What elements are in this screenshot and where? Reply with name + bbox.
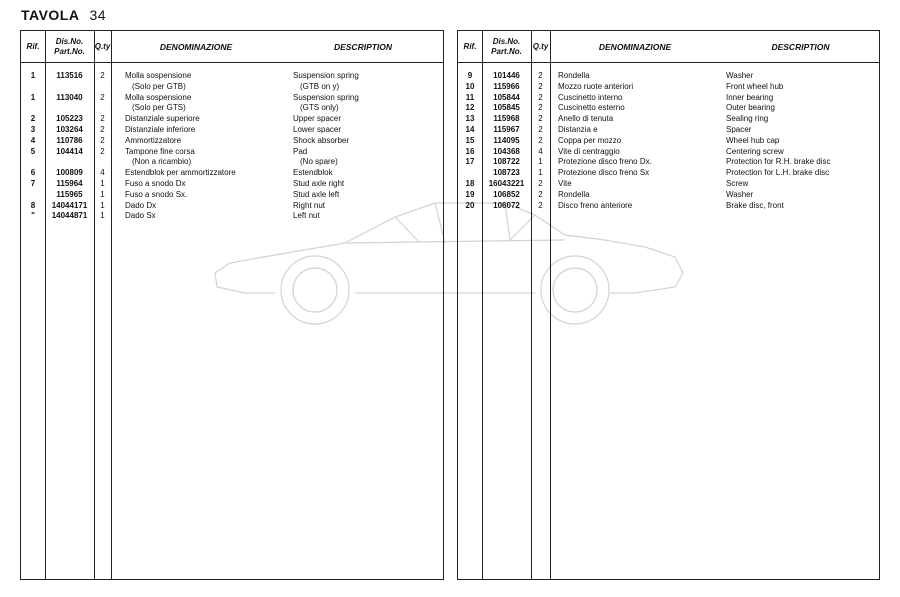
cell-rif: 2 (30, 114, 36, 124)
cell-quantity: 2 (100, 92, 105, 102)
table-row (21, 179, 443, 190)
cell-denominazione: Fuso a snodo Dx (125, 178, 186, 188)
cell-quantity: 1 (100, 189, 105, 199)
cell-denominazione: Ammortizzatore (125, 135, 182, 145)
cell-denominazione: (Non a ricambio) (132, 157, 192, 167)
cell-rif: 16 (465, 146, 475, 156)
cell-denominazione: Anello di tenuta (558, 114, 614, 124)
cell-part-number: 104414 (56, 146, 83, 156)
cell-denominazione: (Solo per GTB) (132, 81, 186, 91)
col-header-qty: Q.ty (532, 41, 549, 51)
cell-quantity: 2 (100, 71, 105, 80)
cell-part-number: 101446 (493, 71, 520, 80)
cell-description: Shock absorber (293, 135, 350, 145)
page-title-label: TAVOLA (21, 7, 80, 23)
cell-quantity: 2 (100, 124, 105, 134)
cell-quantity: 2 (538, 92, 543, 102)
cell-rif: 11 (465, 92, 475, 102)
table-row (458, 71, 879, 82)
cell-description: Suspension spring (293, 71, 359, 80)
cell-quantity: 2 (538, 189, 543, 199)
cell-denominazione: Disco freno anteriore (558, 200, 633, 210)
cell-rif: 4 (30, 135, 36, 145)
table-row (21, 82, 443, 93)
cell-rif: 12 (465, 103, 475, 113)
cell-rif: 18 (465, 178, 475, 188)
cell-denominazione: Distanzia e (558, 124, 598, 134)
cell-description: (No spare) (300, 157, 338, 167)
cell-rif: 6 (30, 168, 36, 178)
cell-denominazione: Dado Sx (125, 211, 156, 221)
cell-description: Spacer (726, 124, 752, 134)
table-row (458, 125, 879, 136)
cell-denominazione: Fuso a snodo Sx. (125, 189, 188, 199)
cell-quantity: 2 (100, 146, 105, 156)
cell-rif: 13 (465, 114, 475, 124)
table-row (21, 71, 443, 82)
table-row (458, 157, 879, 168)
cell-quantity: 2 (538, 103, 543, 113)
cell-quantity: 2 (538, 71, 543, 80)
cell-description: Washer (726, 71, 754, 80)
cell-quantity: 2 (538, 135, 543, 145)
cell-quantity: 2 (538, 114, 543, 124)
cell-part-number: 16043221 (488, 178, 525, 188)
cell-rif: 3 (30, 124, 36, 134)
cell-description: Estendblok (293, 168, 333, 178)
cell-description: Protection for L.H. brake disc (726, 168, 830, 178)
table-row (458, 147, 879, 158)
cell-denominazione: Molla sospensione (125, 71, 192, 80)
cell-part-number: 106852 (493, 189, 520, 199)
page-number: 34 (89, 7, 107, 23)
cell-description: Stud axle right (293, 178, 345, 188)
cell-rif: 9 (467, 71, 473, 80)
table-row (458, 201, 879, 212)
table-row (458, 179, 879, 190)
cell-description: Front wheel hub (726, 81, 784, 91)
col-header-denominazione: DENOMINAZIONE (159, 41, 233, 52)
cell-part-number: 115968 (493, 114, 520, 124)
cell-description: Left nut (293, 211, 320, 221)
cell-rif: 8 (30, 200, 36, 210)
cell-part-number: 105223 (56, 114, 83, 124)
cell-quantity: 4 (538, 146, 543, 156)
cell-quantity: 2 (538, 178, 543, 188)
cell-part-number: 14044171 (51, 200, 88, 210)
table-row (21, 125, 443, 136)
cell-quantity: 2 (538, 200, 543, 210)
cell-quantity: 1 (538, 157, 543, 167)
cell-part-number: 100809 (56, 168, 83, 178)
cell-rif: 19 (465, 189, 475, 199)
cell-denominazione: Mozzo ruote anteriori (558, 81, 634, 91)
cell-rif: 5 (30, 146, 36, 156)
cell-description: Protection for R.H. brake disc (726, 157, 831, 167)
parts-list-left (21, 71, 443, 222)
table-row (21, 190, 443, 201)
col-header-description: DESCRIPTION (771, 41, 830, 52)
cell-quantity: 2 (538, 124, 543, 134)
cell-denominazione: Rondella (558, 189, 590, 199)
cell-rif: 20 (465, 200, 475, 210)
cell-denominazione: Coppa per mozzo (558, 135, 622, 145)
cell-part-number: 110786 (56, 135, 83, 145)
cell-denominazione: Vite (558, 178, 572, 188)
col-header-qty: Q.ty (94, 41, 111, 51)
cell-description: Stud axle left (293, 189, 340, 199)
cell-quantity: 1 (100, 200, 105, 210)
cell-part-number: 105844 (493, 92, 520, 102)
table-row (21, 114, 443, 125)
cell-quantity: 1 (100, 211, 105, 221)
cell-denominazione: Distanziale inferiore (125, 124, 196, 134)
cell-rif: 17 (465, 157, 475, 167)
cell-description: Upper spacer (293, 114, 342, 124)
page-title (21, 7, 106, 23)
cell-part-number: 113516 (56, 71, 83, 80)
parts-table-left (20, 30, 444, 580)
col-header-denominazione: DENOMINAZIONE (598, 41, 672, 52)
cell-rif: 7 (30, 178, 36, 188)
cell-denominazione: (Solo per GTS) (132, 103, 186, 113)
cell-description: Sealing ring (726, 114, 769, 124)
cell-rif: 1 (30, 71, 36, 80)
table-row (21, 201, 443, 212)
cell-part-number: 115966 (493, 81, 520, 91)
cell-denominazione: Cuscinetto interno (558, 92, 623, 102)
cell-part-number: 108723 (493, 168, 520, 178)
cell-denominazione: Rondella (558, 71, 590, 80)
cell-part-number: 104368 (493, 146, 520, 156)
table-row (458, 136, 879, 147)
cell-description: Lower spacer (293, 124, 342, 134)
cell-part-number: 106072 (493, 200, 520, 210)
cell-rif: 10 (465, 81, 475, 91)
cell-denominazione: Tampone fine corsa (125, 146, 195, 156)
cell-denominazione: Dado Dx (125, 200, 157, 210)
cell-rif: " (31, 211, 35, 221)
col-header-rif: Rif. (26, 41, 40, 51)
cell-part-number: 14044871 (51, 211, 88, 221)
col-header-description: DESCRIPTION (333, 41, 393, 52)
cell-part-number: 113040 (56, 92, 83, 102)
table-row (21, 147, 443, 158)
cell-denominazione: Protezione disco freno Sx (558, 168, 650, 178)
cell-part-number: 115965 (56, 189, 83, 199)
cell-denominazione: Vite di centraggio (558, 146, 620, 156)
cell-description: Washer (726, 189, 754, 199)
cell-part-number: 115964 (56, 178, 83, 188)
cell-part-number: 103264 (56, 124, 83, 134)
cell-quantity: 1 (538, 168, 543, 178)
cell-description: Centering screw (726, 146, 784, 156)
cell-denominazione: Estendblok per ammortizzatore (125, 168, 236, 178)
cell-part-number: 105845 (493, 103, 520, 113)
table-row (21, 136, 443, 147)
cell-part-number: 115967 (493, 124, 520, 134)
cell-description: Right nut (293, 200, 326, 210)
cell-quantity: 4 (100, 168, 105, 178)
table-row (21, 93, 443, 104)
cell-description: Brake disc, front (726, 200, 784, 210)
cell-quantity: 2 (100, 114, 105, 124)
table-row (458, 93, 879, 104)
table-row (458, 114, 879, 125)
table-row (21, 157, 443, 168)
cell-description: Pad (293, 146, 308, 156)
table-row (458, 190, 879, 201)
cell-quantity: 2 (100, 135, 105, 145)
table-row (458, 168, 879, 179)
parts-list-right (458, 71, 879, 211)
cell-description: (GTB on y) (300, 81, 340, 91)
cell-part-number: 108722 (493, 157, 520, 167)
cell-quantity: 1 (100, 178, 105, 188)
col-header-part: Dis.No. Part.No. (54, 36, 85, 56)
col-header-part: Dis.No. Part.No. (491, 36, 522, 56)
cell-denominazione: Distanziale superiore (125, 114, 200, 124)
cell-denominazione: Cuscinetto esterno (558, 103, 625, 113)
table-row (458, 103, 879, 114)
cell-description: Wheel hub cap (726, 135, 780, 145)
cell-denominazione: Molla sospensione (125, 92, 192, 102)
parts-table-right (457, 30, 880, 580)
cell-rif: 15 (465, 135, 475, 145)
cell-rif: 1 (30, 92, 36, 102)
cell-part-number: 114095 (493, 135, 520, 145)
cell-rif: 14 (465, 124, 475, 134)
table-row (21, 168, 443, 179)
cell-description: Suspension spring (293, 92, 359, 102)
cell-denominazione: Protezione disco freno Dx. (558, 157, 652, 167)
cell-description: Outer bearing (726, 103, 775, 113)
table-row (21, 103, 443, 114)
table-row (458, 82, 879, 93)
table-row (21, 211, 443, 222)
col-header-rif: Rif. (463, 41, 477, 51)
cell-description: Inner bearing (726, 92, 774, 102)
cell-quantity: 2 (538, 81, 543, 91)
cell-description: Screw (726, 178, 749, 188)
cell-description: (GTS only) (300, 103, 339, 113)
